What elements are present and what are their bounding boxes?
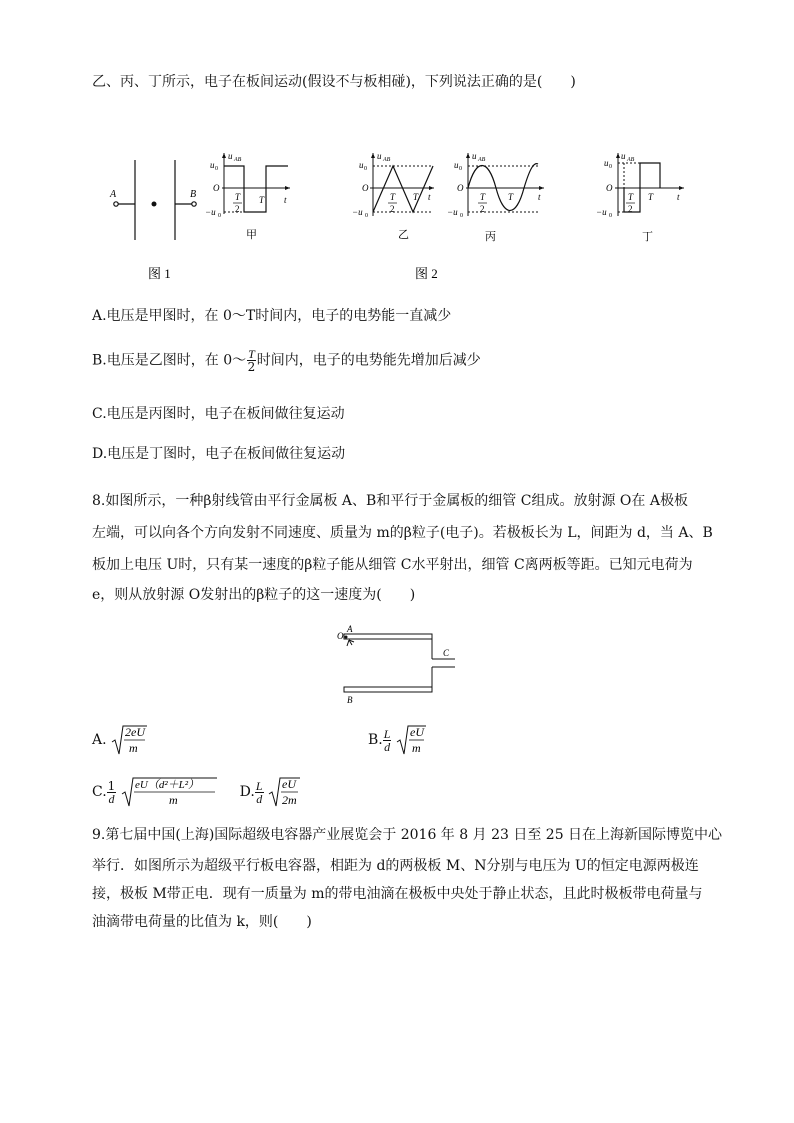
label-B: B: [347, 695, 353, 705]
q8-line-3: 板加上电压 U时，只有某一速度的β粒子能从细管 C水平射出，细管 C离两板等距。已知元电荷为: [92, 557, 693, 573]
svg-text:m: m: [168, 793, 178, 807]
svg-text:u: u: [359, 160, 364, 170]
svg-text:u: u: [604, 158, 609, 168]
svg-text:0: 0: [460, 213, 463, 219]
svg-text:u: u: [621, 151, 626, 161]
svg-text:T: T: [390, 192, 396, 202]
svg-text:t: t: [428, 192, 431, 202]
panel-ding-graph: [596, 151, 684, 243]
svg-text:eU: eU: [409, 725, 424, 739]
q8-option-b: B. $\frac{L}{d}$ eU m: [368, 725, 424, 755]
svg-text:2m: 2m: [282, 793, 297, 807]
electron-dot: [152, 202, 157, 207]
panel-yi-graph: [352, 151, 434, 241]
svg-text:T: T: [259, 195, 265, 205]
q8-line-1: 8.如图所示，一种β射线管由平行金属板 A、B和平行于金属板的细管 C组成。放射源 O在 A极板: [92, 493, 688, 509]
panel-jia-graph: [205, 151, 290, 241]
label-C: C: [443, 648, 450, 658]
plate-label-B: B: [190, 189, 197, 200]
svg-text:0: 0: [218, 213, 221, 219]
svg-text:0: 0: [364, 166, 367, 172]
svg-text:2: 2: [235, 204, 240, 214]
svg-text:u: u: [377, 151, 382, 161]
plate-label-A: A: [110, 189, 117, 200]
svg-text:eU: eU: [282, 777, 296, 791]
svg-text:eU（d²＋L²）: eU（d²＋L²）: [134, 779, 199, 791]
svg-text:T: T: [235, 192, 241, 202]
svg-text:2eU: 2eU: [125, 725, 146, 739]
q8-option-c: C. $\frac{1}{d}$ eU（d²＋L²） m D. $\frac{L}{d}$ eU 2m: [92, 776, 300, 808]
svg-text:−u: −u: [447, 207, 458, 217]
svg-text:−u: −u: [596, 207, 607, 217]
question-intro-line: 乙、丙、丁所示，电子在板间运动(假设不与板相碰)，下列说法正确的是( ): [92, 74, 576, 90]
q8-line-2: 左端，可以向各个方向发射不同速度、质量为 m的β粒子(电子)。若极板长为 L，间距为 d，当 A、B: [92, 525, 713, 541]
svg-text:O: O: [362, 183, 369, 193]
q8-option-a: A. 2eU m: [92, 725, 146, 755]
q7-option-c: C.电压是丙图时，电子在板间做往复运动: [92, 406, 345, 422]
svg-text:T: T: [480, 192, 486, 202]
q9-line-2: 举行．如图所示为超级平行板电容器，相距为 d的两极板 M、N分别与电压为 U的恒定电源两极连: [92, 858, 699, 874]
svg-text:−u: −u: [352, 207, 363, 217]
svg-text:2: 2: [390, 204, 395, 214]
svg-text:O: O: [457, 183, 464, 193]
panel-caption-jia: 甲: [246, 229, 257, 241]
svg-text:AB: AB: [478, 157, 486, 163]
q8-line-4: e，则从放射源 O发射出的β粒子的这一速度为( ): [92, 587, 416, 603]
panel-caption-yi: 乙: [398, 229, 409, 241]
svg-text:T: T: [628, 192, 634, 202]
panel-caption-bing: 丙: [485, 231, 496, 243]
svg-text:0: 0: [365, 213, 368, 219]
svg-text:2: 2: [628, 204, 633, 214]
svg-text:T: T: [648, 192, 654, 202]
figure-1-2: [0, 140, 794, 440]
svg-text:AB: AB: [234, 157, 242, 163]
svg-text:−u: −u: [205, 207, 216, 217]
svg-text:u: u: [210, 160, 215, 170]
panel-caption-ding: 丁: [642, 231, 653, 243]
svg-text:AB: AB: [627, 157, 635, 163]
label-A: A: [347, 624, 353, 634]
svg-text:t: t: [538, 192, 541, 202]
figure-1-caption: 图 1: [148, 266, 171, 281]
axis-label: u: [228, 151, 233, 161]
panel-bing-graph: [447, 151, 544, 243]
svg-text:m: m: [129, 741, 138, 755]
svg-text:t: t: [284, 195, 287, 205]
svg-text:t: t: [677, 192, 680, 202]
svg-text:m: m: [411, 741, 421, 755]
q7-option-d: D.电压是丁图时，电子在板间做往复运动: [92, 446, 346, 462]
svg-text:2: 2: [480, 204, 485, 214]
svg-text:0: 0: [215, 166, 218, 172]
svg-text:u: u: [454, 160, 459, 170]
label-O: O: [337, 631, 344, 641]
svg-text:O: O: [213, 183, 220, 193]
svg-text:0: 0: [609, 164, 612, 170]
svg-text:O: O: [606, 183, 613, 193]
svg-text:0: 0: [609, 213, 612, 219]
q9-line-4: 油滴带电荷量的比值为 k，则( ): [92, 914, 312, 930]
q9-line-3: 接，极板 M带正电．现有一质量为 m的带电油滴在极板中央处于静止状态，且此时极板带电荷量与: [92, 886, 703, 902]
figure-1-plates: [114, 160, 196, 240]
svg-text:u: u: [472, 151, 477, 161]
svg-text:T: T: [508, 192, 514, 202]
q9-line-1: 9.第七届中国(上海)国际超级电容器产业展览会于 2016 年 8 月 23 日至 25 日在上海新国际博览中心: [92, 827, 723, 843]
figure-2-caption: 图 2: [415, 266, 438, 281]
q7-option-b: B.电压是乙图时，在 0～ $\frac{T}{2}$ 时间内，电子的电势能先增加后减少: [92, 347, 481, 374]
q7-option-a: A.电压是甲图时，在 0～T时间内，电子的电势能一直减少: [92, 308, 452, 324]
beta-tube-figure: [0, 620, 794, 710]
svg-text:0: 0: [459, 166, 462, 172]
svg-text:AB: AB: [383, 157, 391, 163]
svg-text:T: T: [413, 192, 419, 202]
